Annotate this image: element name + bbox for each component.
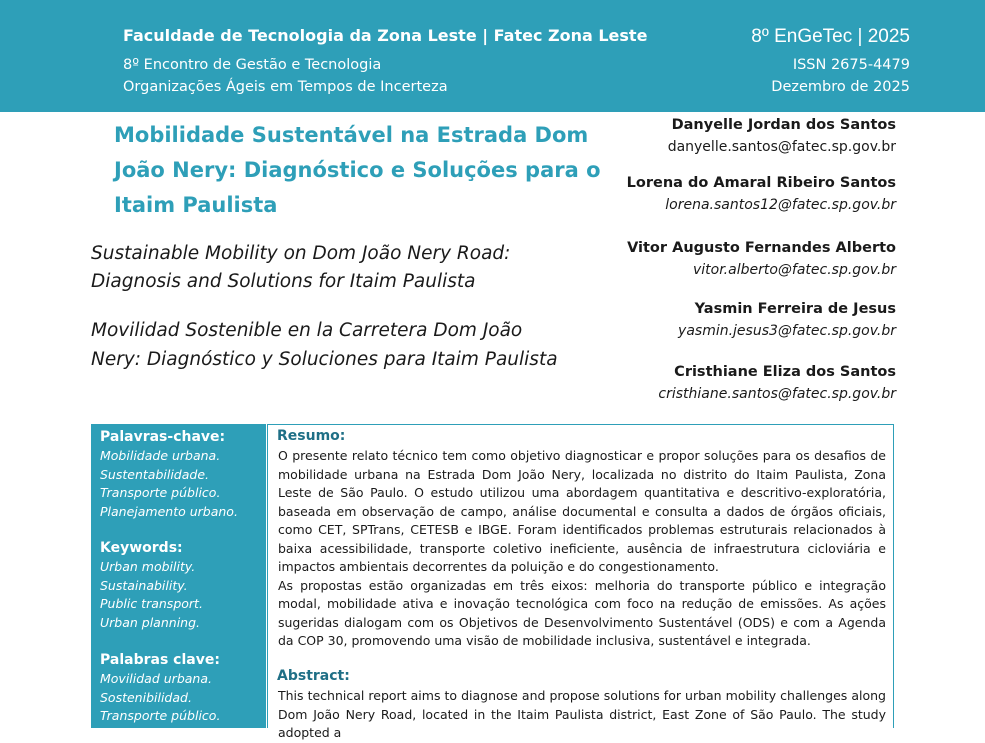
keyword: Urban planning. (100, 614, 200, 630)
keyword: Urban mobility. (100, 559, 196, 574)
author-name: Yasmin Ferreira de Jesus (694, 301, 896, 317)
author-email[interactable]: danyelle.santos@fatec.sp.gov.br (667, 139, 896, 155)
author-entry (476, 172, 896, 216)
title-es-line: Nery: Diagnóstico y Soluciones para Itaim Paulista (91, 349, 558, 370)
resumo-body (278, 447, 886, 651)
abstract-body (278, 687, 886, 743)
author-name: Lorena do Amaral Ribeiro Santos (626, 175, 896, 191)
abstract-paragraph: This technical report aims to diagnose and propose solutions for urban mobility challenges along Dom João Nery Road, located in the Itaim Paulista district, East Zone of São Paulo. The study adopted a (278, 688, 886, 740)
author-entry (476, 298, 896, 342)
keywords-es (100, 650, 265, 726)
keywords-heading: Keywords: (100, 540, 183, 556)
keyword: Transporte público. (100, 485, 221, 500)
author-entry (476, 114, 896, 158)
resumo-heading: Resumo: (277, 428, 346, 444)
author-entry (476, 361, 896, 405)
keyword: Transporte público. (100, 708, 221, 723)
keyword: Mobilidade urbana. (100, 448, 221, 463)
author-name: Vitor Augusto Fernandes Alberto (627, 240, 896, 256)
author-email[interactable]: yasmin.jesus3@fatec.sp.gov.br (678, 323, 896, 339)
title-en-line: Diagnosis and Solutions for Itaim Paulista (91, 271, 476, 292)
title-pt-line: Mobilidade Sustentável na Estrada Dom (114, 123, 589, 147)
event-name: 8º Encontro de Gestão e Tecnologia (123, 57, 382, 73)
keyword: Movilidad urbana. (100, 671, 212, 686)
title-es-line: Movilidad Sostenible en la Carretera Dom João (91, 320, 523, 341)
page-header (0, 0, 985, 112)
title-en-line: Sustainable Mobility on Dom João Nery Road: (91, 243, 511, 264)
author-name: Cristhiane Eliza dos Santos (674, 364, 896, 380)
resumo-paragraph: As propostas estão organizadas em três eixos: melhoria do transporte público e integração modal, mobilidade ativa e inovação tecnológica com foco na redução de emissões. As ações sugeridas dialogam com os Objetivos de Desenvolvimento Sustentável (ODS) e com a Agenda da COP 30, promovendo uma visão de mobilidade inclusiva, sustentável e integrada. (278, 577, 886, 648)
author-entry (476, 237, 896, 281)
institution-name: Faculdade de Tecnologia da Zona Leste | Fatec Zona Leste (123, 26, 648, 45)
keywords-en (100, 538, 265, 632)
author-name: Danyelle Jordan dos Santos (671, 117, 896, 133)
author-email[interactable]: vitor.alberto@fatec.sp.gov.br (692, 262, 896, 278)
author-email[interactable]: cristhiane.santos@fatec.sp.gov.br (658, 386, 896, 402)
keyword: Sustentabilidade. (100, 466, 209, 482)
title-pt-line: João Nery: Diagnóstico e Soluções para o (114, 158, 601, 182)
title-pt-line: Itaim Paulista (114, 193, 278, 217)
issn: ISSN 2675-4479 (792, 57, 910, 73)
keywords-heading: Palavras-chave: (100, 429, 226, 445)
author-email[interactable]: lorena.santos12@fatec.sp.gov.br (665, 197, 896, 213)
keywords-pt (100, 427, 265, 521)
publication-date: Dezembro de 2025 (771, 79, 910, 95)
abstract-heading: Abstract: (277, 668, 350, 684)
keyword: Public transport. (100, 596, 203, 611)
keyword: Sostenibilidad. (100, 689, 192, 705)
keywords-sidebar (91, 424, 266, 728)
event-theme: Organizações Ágeis em Tempos de Incerteza (123, 79, 448, 95)
keywords-heading: Palabras clave: (100, 652, 220, 668)
keyword: Sustainability. (100, 577, 188, 593)
keyword: Planejamento urbano. (100, 503, 238, 519)
resumo-paragraph: O presente relato técnico tem como objetivo diagnosticar e propor soluções para os desafios de mobilidade urbana na Estrada Dom João Nery, localizada no distrito do Itaim Paulista, Zona Leste de São Paulo. O estudo utilizou uma abordagem quantitativa e descritivo-exploratória, baseada em observação de campo, análise documental e consulta a dados de órgãos oficiais, como CET, SPTrans, CETESB e IBGE. Foram identificados problemas estruturais relacionados à baixa acessibilidade, transporte coletivo ineficiente, ausência de infraestrutura cicloviária e impactos ambientais decorrentes da poluição e do congestionamento. (278, 448, 886, 574)
abstract-panel (267, 424, 894, 740)
event-code: 8º EnGeTec | 2025 (751, 26, 910, 47)
